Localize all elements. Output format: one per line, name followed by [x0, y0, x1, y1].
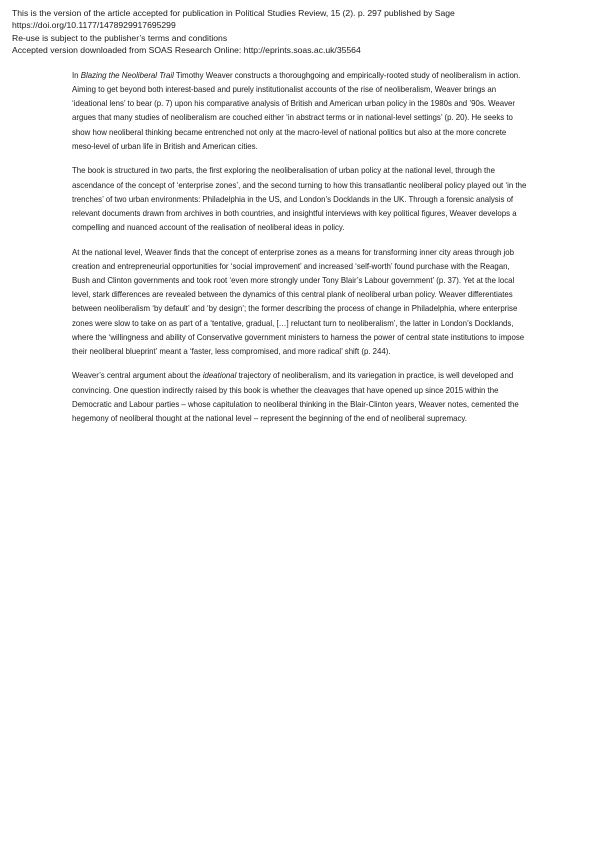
paragraph-1-lead: In [72, 71, 81, 80]
paragraph-4 [72, 369, 527, 426]
paragraph-2: The book is structured in two parts, the first exploring the neoliberalisation of urban policy at the national level, through the ascendance of the concept of ‘enterprise zones’, and the second turning to how this transatlantic neoliberal policy played out ‘in the trenches’ of two urban environments: Philadelphia in the US, and London’s Docklands in the UK. Through a forensic analysis of relevant documents drawn from archives in both countries, and insightful interviews with key political figures, Weaver develops a compelling and nuanced account of the realisation of neoliberal ideas in policy. [72, 166, 527, 233]
doi-link[interactable]: https://doi.org/10.1177/1478929917695299 [12, 20, 176, 31]
review-body [72, 69, 527, 437]
reuse-terms-line: Re-use is subject to the publisher’s terms and conditions [12, 32, 228, 43]
book-title: Blazing the Neoliberal Trail [80, 71, 174, 80]
paragraph-3: At the national level, Weaver finds that the concept of enterprise zones as a means for transforming inner city areas through job creation and entrepreneurial opportunities for ‘social improvement’ and increased ‘self-worth’ found purchase with the Reagan, Bush and Clinton governments and took root ‘even more strongly under Tony Blair’s Labour government’ (p. 37). Yet at the local level, stark differences are revealed between the dynamics of this central plank of neoliberal urban policy. Weaver differentiates between neoliberalism ‘by default’ and ‘by design’; the former describing the process of change in Philadelphia, where enterprise zones were slow to take on as part of a ‘tentative, gradual, […] reluctant turn to neoliberalism’, the latter in London’s Docklands, where the ‘willingness and ability of Conservative government ministers to harness the power of central state institutions to impose their neoliberal blueprint’ meant a ‘faster, less compromised, and more radical’ shift (p. 244). [72, 247, 525, 356]
publication-source-line: This is the version of the article accepted for publication in Political Studies Review, 15 (2). p. 297 published by Sage [12, 8, 455, 18]
repository-line: Accepted version downloaded from SOAS Research Online: http://eprints.soas.ac.uk/35564 [12, 45, 361, 56]
paragraph-1-text: Timothy Weaver constructs a thoroughgoing and empirically-rooted study of neoliberalism in action. Aiming to get beyond both interest-based and purely institutionalist accounts of the rise of neoliberalism, Weaver brings an ‘ideational lens’ to bear (p. 7) upon his comparative analysis of British and American urban policy in the 1980s and ’90s. Weaver argues that many studies of neoliberalism are couched either ‘in abstract terms or in national-level settings’ (p. 20). He seeks to show how neoliberal thinking became entrenched not only at the macro-level of national politics but also at the more concrete meso-level of urban life in British and American cities. [72, 71, 521, 151]
paragraph-4-lead: Weaver’s central argument about the [72, 371, 203, 381]
ideational-emphasis: ideational [202, 371, 237, 381]
paragraph-4-text: trajectory of neoliberalism, and its variegation in practice, is well developed and convincing. One question indirectly raised by this book is whether the cleavages that have opened up since 2015 within the Democratic and Labour parties – whose capitulation to neoliberal thinking in the Blair-Clinton years, Weaver notes, cemented the hegemony of neoliberal thought at the national level – represent the beginning of the end of neoliberal supremacy. [72, 371, 519, 423]
publication-notice [12, 7, 582, 57]
paragraph-1 [72, 69, 527, 154]
